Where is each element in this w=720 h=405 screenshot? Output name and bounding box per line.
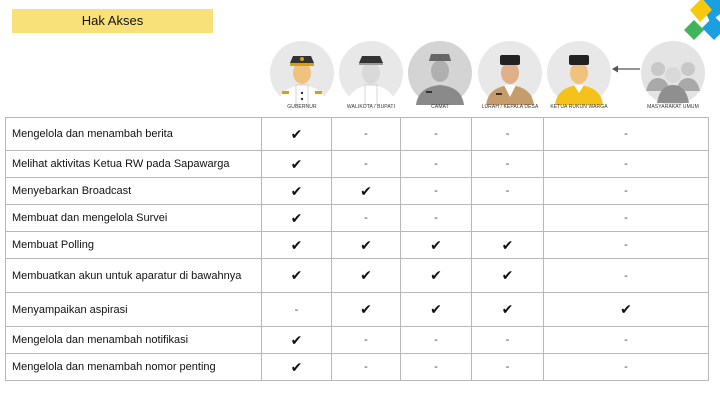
table-row [6,259,709,293]
dash-mark: - [434,361,438,373]
feature-cell: Menyebarkan Broadcast [6,178,262,205]
access-mark-cell [262,178,332,205]
access-mark-cell [544,178,709,205]
table-row [6,205,709,232]
table-row [6,327,709,354]
access-mark-cell [544,327,709,354]
feature-cell: Membuat dan mengelola Survei [6,205,262,232]
dash-mark: - [624,269,628,282]
role-label-mayor: WALIKOTA / BUPATI [346,104,396,110]
access-mark-cell [401,232,472,259]
access-mark-cell [472,354,544,381]
access-mark-cell [472,151,544,178]
dash-mark: - [434,185,438,197]
page-title: Hak Akses [12,9,213,33]
check-mark: ✔ [290,125,303,142]
role-label-governor: GUBERNUR [287,104,317,110]
check-mark: ✔ [360,236,372,253]
access-mark-cell [262,205,332,232]
access-mark-cell [332,205,401,232]
role-label-village-head: LURAH / KEPALA DESA [481,104,539,110]
access-mark-cell [332,232,401,259]
access-mark-cell [544,151,709,178]
feature-cell: Mengelola dan menambah notifikasi [6,327,262,354]
feature-cell: Membuatkan akun untuk aparatur di bawahnya [6,259,262,293]
access-mark-cell [262,259,332,293]
access-mark-cell [544,232,709,259]
access-mark-cell [544,118,709,151]
access-mark-cell [544,259,709,293]
access-mark-cell [544,354,709,381]
role-label-camat: CAMAT [431,104,449,110]
village-head-avatar-icon [478,41,542,105]
access-mark-cell [262,232,332,259]
access-mark-cell [472,205,544,232]
table-row [6,151,709,178]
dash-mark: - [364,158,368,170]
dash-mark: - [624,185,628,197]
access-mark-cell [472,118,544,151]
access-mark-cell [401,354,472,381]
access-mark-cell [472,259,544,293]
dash-mark: - [505,361,510,373]
role-label-public: MASYARAKAT UMUM [647,104,699,110]
feature-cell: Membuat Polling [6,232,262,259]
access-mark-cell [472,293,544,327]
dash-mark: - [364,334,368,346]
check-mark: ✔ [290,358,303,375]
access-mark-cell [332,354,401,381]
check-mark: ✔ [430,267,442,283]
access-mark-cell [401,259,472,293]
dash-mark: - [624,128,628,140]
dash-mark: - [434,334,438,346]
dash-mark: - [294,303,299,316]
access-mark-cell [401,327,472,354]
access-mark-cell [332,327,401,354]
table-row [6,232,709,259]
access-mark-cell [401,118,472,151]
arrow-left-icon [612,64,640,74]
table-row [6,178,709,205]
check-mark: ✔ [620,301,632,317]
access-mark-cell [262,293,332,327]
dash-mark: - [624,239,628,251]
access-mark-cell [332,178,401,205]
check-mark: ✔ [430,301,442,317]
access-mark-cell [401,178,472,205]
access-mark-cell [332,293,401,327]
governor-avatar-icon [270,41,334,105]
dash-mark: - [364,212,368,224]
access-mark-cell [401,293,472,327]
rw-head-avatar-icon [547,41,611,105]
check-mark: ✔ [430,236,442,253]
access-mark-cell [332,259,401,293]
dash-mark: - [505,128,510,140]
dash-mark: - [624,212,628,224]
access-mark-cell [401,151,472,178]
access-mark-cell [472,232,544,259]
check-mark: ✔ [501,236,514,253]
check-mark: ✔ [290,155,303,172]
dash-mark: - [624,361,628,373]
check-mark: ✔ [290,209,303,226]
role-label-rw-head: KETUA RUKUN WARGA [550,104,608,110]
access-mark-cell [262,118,332,151]
public-group-avatar-icon [641,41,705,105]
dash-mark: - [505,185,510,197]
check-mark: ✔ [290,236,303,253]
check-mark: ✔ [501,301,514,317]
check-mark: ✔ [360,267,372,283]
dash-mark: - [364,128,368,140]
check-mark: ✔ [360,301,372,317]
table-row [6,293,709,327]
access-mark-cell [544,205,709,232]
access-table [5,117,709,381]
dash-mark: - [434,212,438,224]
dash-mark: - [505,334,510,346]
feature-cell: Mengelola dan menambah berita [6,118,262,151]
check-mark: ✔ [290,267,303,283]
access-mark-cell [262,327,332,354]
dash-mark: - [624,158,628,170]
access-mark-cell [472,327,544,354]
access-mark-cell [544,293,709,327]
check-mark: ✔ [290,182,303,199]
mayor-avatar-icon [339,41,403,105]
access-mark-cell [262,151,332,178]
access-mark-cell [401,205,472,232]
dash-mark: - [505,158,510,170]
dash-mark: - [364,361,368,373]
feature-cell: Melihat aktivitas Ketua RW pada Sapawarga [6,151,262,178]
table-row [6,354,709,381]
camat-avatar-icon [408,41,472,105]
dash-mark: - [624,334,628,346]
access-mark-cell [472,178,544,205]
access-mark-cell [332,118,401,151]
feature-cell: Menyampaikan aspirasi [6,293,262,327]
access-mark-cell [262,354,332,381]
access-mark-cell [332,151,401,178]
dash-mark: - [434,158,438,170]
check-mark: ✔ [360,182,372,199]
check-mark: ✔ [290,331,303,348]
table-row [6,118,709,151]
feature-cell: Mengelola dan menambah nomor penting [6,354,262,381]
dash-mark: - [434,128,438,140]
check-mark: ✔ [501,267,514,283]
